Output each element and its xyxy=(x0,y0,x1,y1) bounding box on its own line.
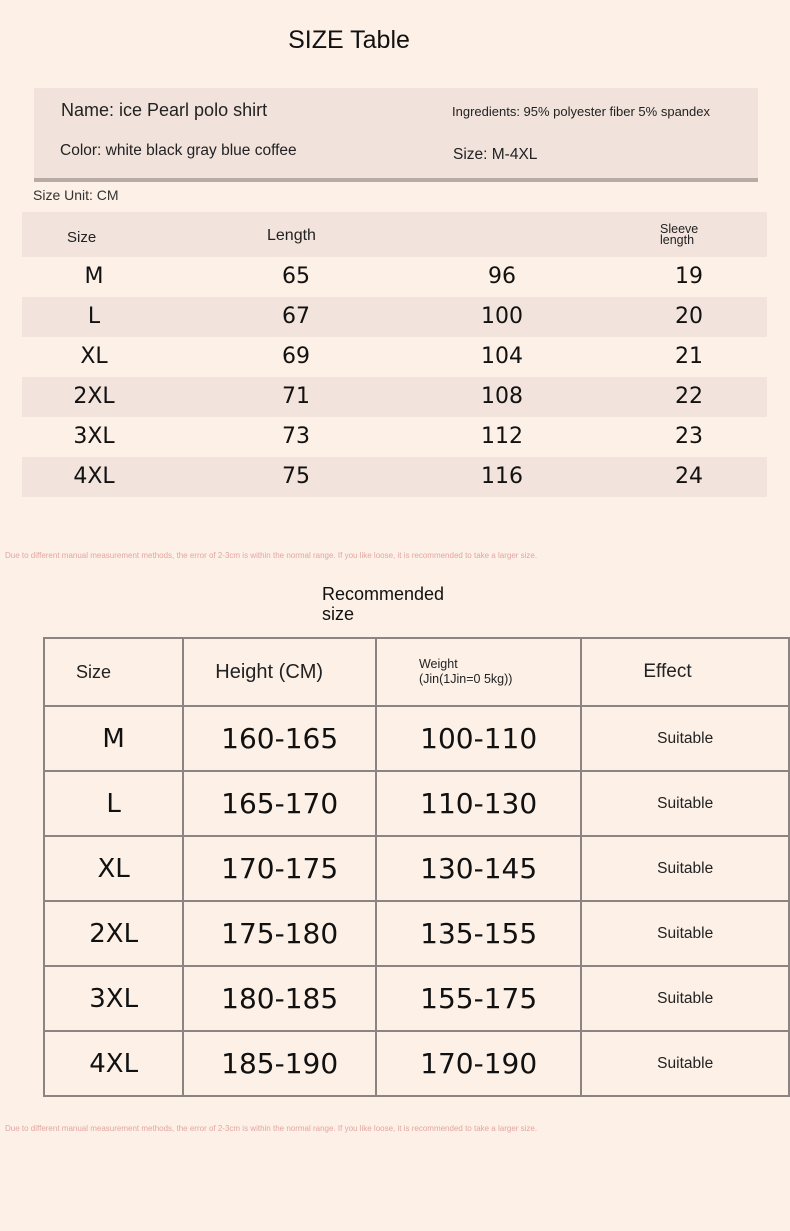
header-weight: Weight (Jin(1Jin=0 5kg)) xyxy=(376,638,581,706)
cell-weight: 135-155 xyxy=(376,901,581,966)
cell-length: 75 xyxy=(282,464,310,489)
cell-size: L xyxy=(44,771,183,836)
cell-size: XL xyxy=(80,344,108,369)
cell-weight: 170-190 xyxy=(376,1031,581,1096)
table-row xyxy=(22,417,767,457)
table-row xyxy=(22,257,767,297)
table-row xyxy=(44,966,789,1031)
cell-weight: 130-145 xyxy=(376,836,581,901)
cell-col3: 104 xyxy=(481,344,523,369)
cell-sleeve: 23 xyxy=(675,424,703,449)
cell-sleeve: 19 xyxy=(675,264,703,289)
cell-height: 180-185 xyxy=(183,966,376,1031)
table-row xyxy=(22,377,767,417)
header-size: Size xyxy=(44,638,183,706)
measurement-note: Due to different manual measurement methods, the error of 2-3cm is within the normal range. If you like loose, it is recommended to take a larger size. xyxy=(5,551,538,560)
cell-size: L xyxy=(87,304,101,329)
cell-effect: Suitable xyxy=(581,706,789,771)
cell-length: 65 xyxy=(282,264,310,289)
cell-size: 2XL xyxy=(73,384,115,409)
measurement-note: Due to different manual measurement methods, the error of 2-3cm is within the normal range. If you like loose, it is recommended to take a larger size. xyxy=(5,1124,538,1133)
recommended-table-header xyxy=(44,638,789,706)
cell-size: 3XL xyxy=(73,424,115,449)
cell-col3: 116 xyxy=(481,464,523,489)
cell-effect: Suitable xyxy=(581,771,789,836)
cell-size: M xyxy=(44,706,183,771)
product-ingredients: Ingredients: 95% polyester fiber 5% spandex xyxy=(452,104,710,119)
cell-weight: 155-175 xyxy=(376,966,581,1031)
cell-size: 4XL xyxy=(73,464,115,489)
cell-weight: 110-130 xyxy=(376,771,581,836)
product-name: Name: ice Pearl polo shirt xyxy=(61,100,268,120)
size-table xyxy=(22,212,767,497)
cell-length: 67 xyxy=(282,304,310,329)
cell-col3: 112 xyxy=(481,424,523,449)
cell-height: 165-170 xyxy=(183,771,376,836)
cell-size: 4XL xyxy=(44,1031,183,1096)
cell-size: XL xyxy=(44,836,183,901)
product-info-box xyxy=(34,88,758,182)
cell-effect: Suitable xyxy=(581,836,789,901)
header-effect: Effect xyxy=(581,638,789,706)
cell-effect: Suitable xyxy=(581,1031,789,1096)
table-row xyxy=(44,771,789,836)
cell-height: 175-180 xyxy=(183,901,376,966)
page-title: SIZE Table xyxy=(288,26,410,54)
cell-col3: 100 xyxy=(481,304,523,329)
cell-effect: Suitable xyxy=(581,966,789,1031)
table-row xyxy=(22,457,767,497)
product-colors: Color: white black gray blue coffee xyxy=(60,142,297,159)
size-table-header xyxy=(22,212,767,257)
cell-size: 2XL xyxy=(44,901,183,966)
cell-effect: Suitable xyxy=(581,901,789,966)
header-sleeve-length: Sleeve length xyxy=(660,222,699,247)
cell-height: 170-175 xyxy=(183,836,376,901)
cell-height: 160-165 xyxy=(183,706,376,771)
table-row xyxy=(22,337,767,377)
cell-sleeve: 24 xyxy=(675,464,703,489)
cell-sleeve: 20 xyxy=(675,304,703,329)
recommended-size-title: Recommended size xyxy=(322,584,445,624)
table-row xyxy=(22,297,767,337)
cell-sleeve: 21 xyxy=(675,344,703,369)
cell-height: 185-190 xyxy=(183,1031,376,1096)
cell-length: 73 xyxy=(282,424,310,449)
table-row xyxy=(44,706,789,771)
cell-col3: 96 xyxy=(488,264,516,289)
header-size: Size xyxy=(67,229,97,246)
header-height: Height (CM) xyxy=(183,638,376,706)
cell-length: 69 xyxy=(282,344,310,369)
product-size-range: Size: M-4XL xyxy=(453,146,538,163)
cell-weight: 100-110 xyxy=(376,706,581,771)
cell-col3: 108 xyxy=(481,384,523,409)
cell-length: 71 xyxy=(282,384,310,409)
cell-sleeve: 22 xyxy=(675,384,703,409)
cell-size: M xyxy=(84,264,104,289)
header-length: Length xyxy=(267,227,316,244)
table-row xyxy=(44,901,789,966)
table-row xyxy=(44,1031,789,1096)
recommended-size-table xyxy=(43,637,790,1097)
table-row xyxy=(44,836,789,901)
size-unit-label: Size Unit: CM xyxy=(33,187,119,203)
cell-size: 3XL xyxy=(44,966,183,1031)
